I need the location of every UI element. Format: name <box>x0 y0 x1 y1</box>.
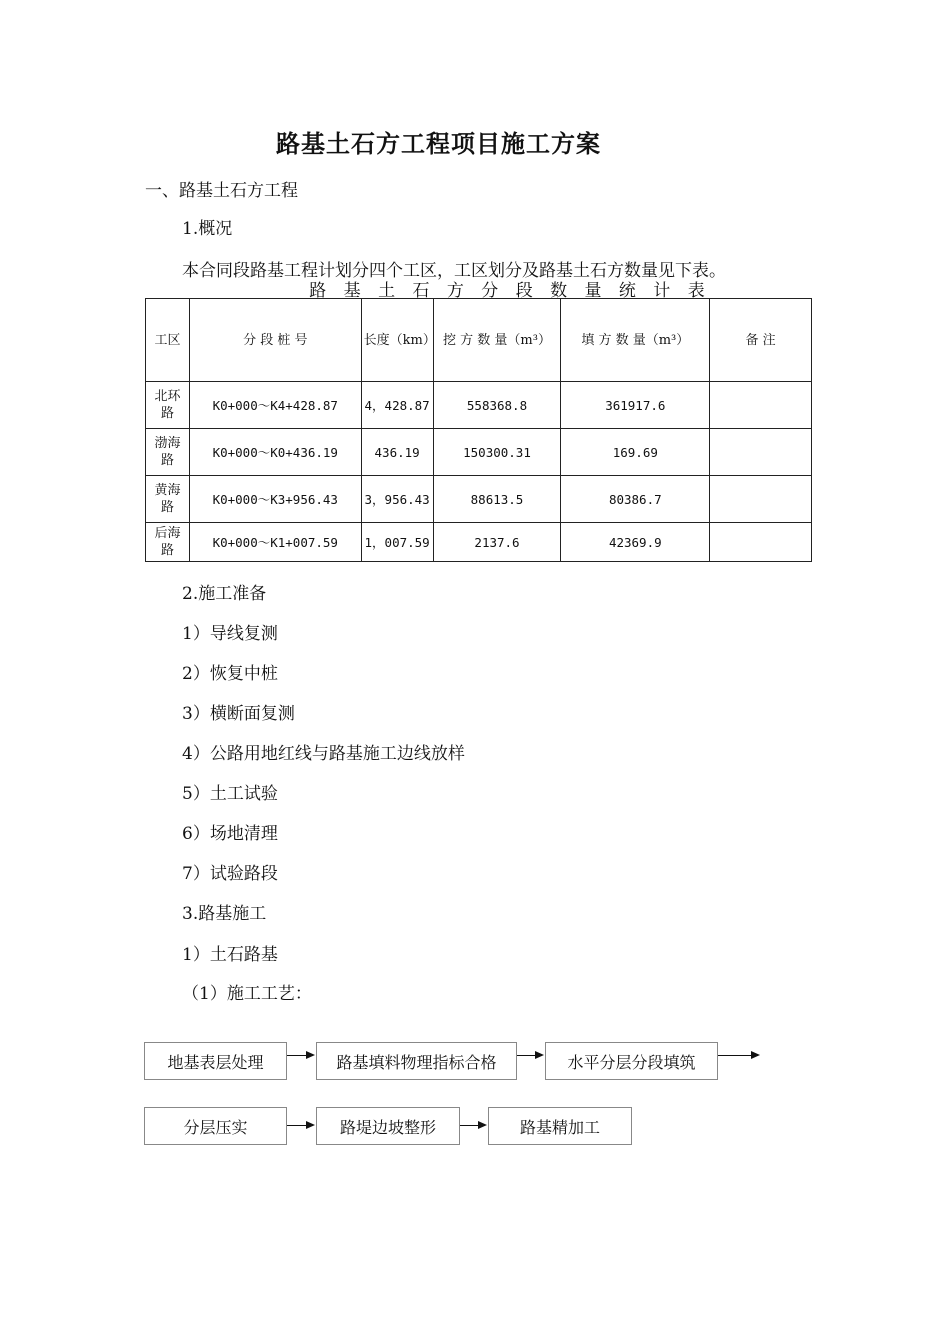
prep-item: 3）横断面复测 <box>182 704 295 724</box>
flow-step-layered-filling: 水平分层分段填筑 <box>545 1042 718 1080</box>
flow-step-fine-finishing: 路基精加工 <box>488 1107 632 1145</box>
cell-fill: 42369.9 <box>561 523 710 562</box>
prep-item: 7）试验路段 <box>182 864 278 884</box>
table-row <box>146 429 812 476</box>
flow-arrow <box>287 1055 313 1056</box>
cell-length: 4，428.87 <box>361 382 433 429</box>
cell-remark <box>710 476 812 523</box>
prep-item: 5）土工试验 <box>182 784 278 804</box>
flow-arrow <box>517 1055 542 1056</box>
prep-item: 1）导线复测 <box>182 624 278 644</box>
cell-fill: 169.69 <box>561 429 710 476</box>
table-row <box>146 476 812 523</box>
cell-stake: K0+000～K4+428.87 <box>189 382 361 429</box>
cell-remark <box>710 429 812 476</box>
flow-step-layered-compaction: 分层压实 <box>144 1107 287 1145</box>
header-cut: 挖 方 数 量（m³） <box>433 299 561 382</box>
table-row <box>146 523 812 562</box>
table-row <box>146 382 812 429</box>
header-fill: 填 方 数 量（m³） <box>561 299 710 382</box>
cell-length: 3，956.43 <box>361 476 433 523</box>
cell-length: 436.19 <box>361 429 433 476</box>
cell-zone: 北环路 <box>146 382 190 429</box>
prep-item: 2）恢复中桩 <box>182 664 278 684</box>
subsection-heading-overview: 1.概况 <box>182 219 233 239</box>
cell-cut: 150300.31 <box>433 429 561 476</box>
document-title: 路基土石方工程项目施工方案 <box>276 129 601 158</box>
header-remark: 备 注 <box>710 299 812 382</box>
flow-step-foundation-treatment: 地基表层处理 <box>144 1042 287 1080</box>
flow-arrow <box>287 1125 313 1126</box>
cell-zone: 渤海路 <box>146 429 190 476</box>
flow-step-slope-trimming: 路堤边坡整形 <box>316 1107 460 1145</box>
cell-fill: 80386.7 <box>561 476 710 523</box>
subsection-heading-construction: 3.路基施工 <box>182 904 267 924</box>
section-heading: 一、路基土石方工程 <box>145 181 298 201</box>
cell-stake: K0+000～K3+956.43 <box>189 476 361 523</box>
prep-item: 4）公路用地红线与路基施工边线放样 <box>182 744 465 764</box>
cell-remark <box>710 523 812 562</box>
cell-stake: K0+000～K1+007.59 <box>189 523 361 562</box>
table-header-row <box>146 299 812 382</box>
construction-subitem: （1）施工工艺： <box>182 984 312 1004</box>
quantity-table <box>145 298 812 562</box>
cell-cut: 558368.8 <box>433 382 561 429</box>
cell-length: 1，007.59 <box>361 523 433 562</box>
subsection-heading-preparation: 2.施工准备 <box>182 584 267 604</box>
header-zone: 工区 <box>146 299 190 382</box>
prep-item: 6）场地清理 <box>182 824 278 844</box>
overview-paragraph: 本合同段路基工程计划分四个工区，工区划分及路基土石方数量见下表。 <box>182 261 726 281</box>
flow-arrow <box>460 1125 485 1126</box>
cell-remark <box>710 382 812 429</box>
cell-zone: 后海路 <box>146 523 190 562</box>
header-length: 长度（km） <box>361 299 433 382</box>
cell-stake: K0+000～K0+436.19 <box>189 429 361 476</box>
flow-step-fill-material-check: 路基填料物理指标合格 <box>316 1042 517 1080</box>
cell-cut: 2137.6 <box>433 523 561 562</box>
cell-zone: 黄海路 <box>146 476 190 523</box>
flow-arrow <box>718 1055 758 1056</box>
cell-cut: 88613.5 <box>433 476 561 523</box>
header-stake: 分 段 桩 号 <box>189 299 361 382</box>
construction-item: 1）土石路基 <box>182 945 278 965</box>
table-caption: 路 基 土 石 方 分 段 数 量 统 计 表 <box>309 281 711 301</box>
cell-fill: 361917.6 <box>561 382 710 429</box>
